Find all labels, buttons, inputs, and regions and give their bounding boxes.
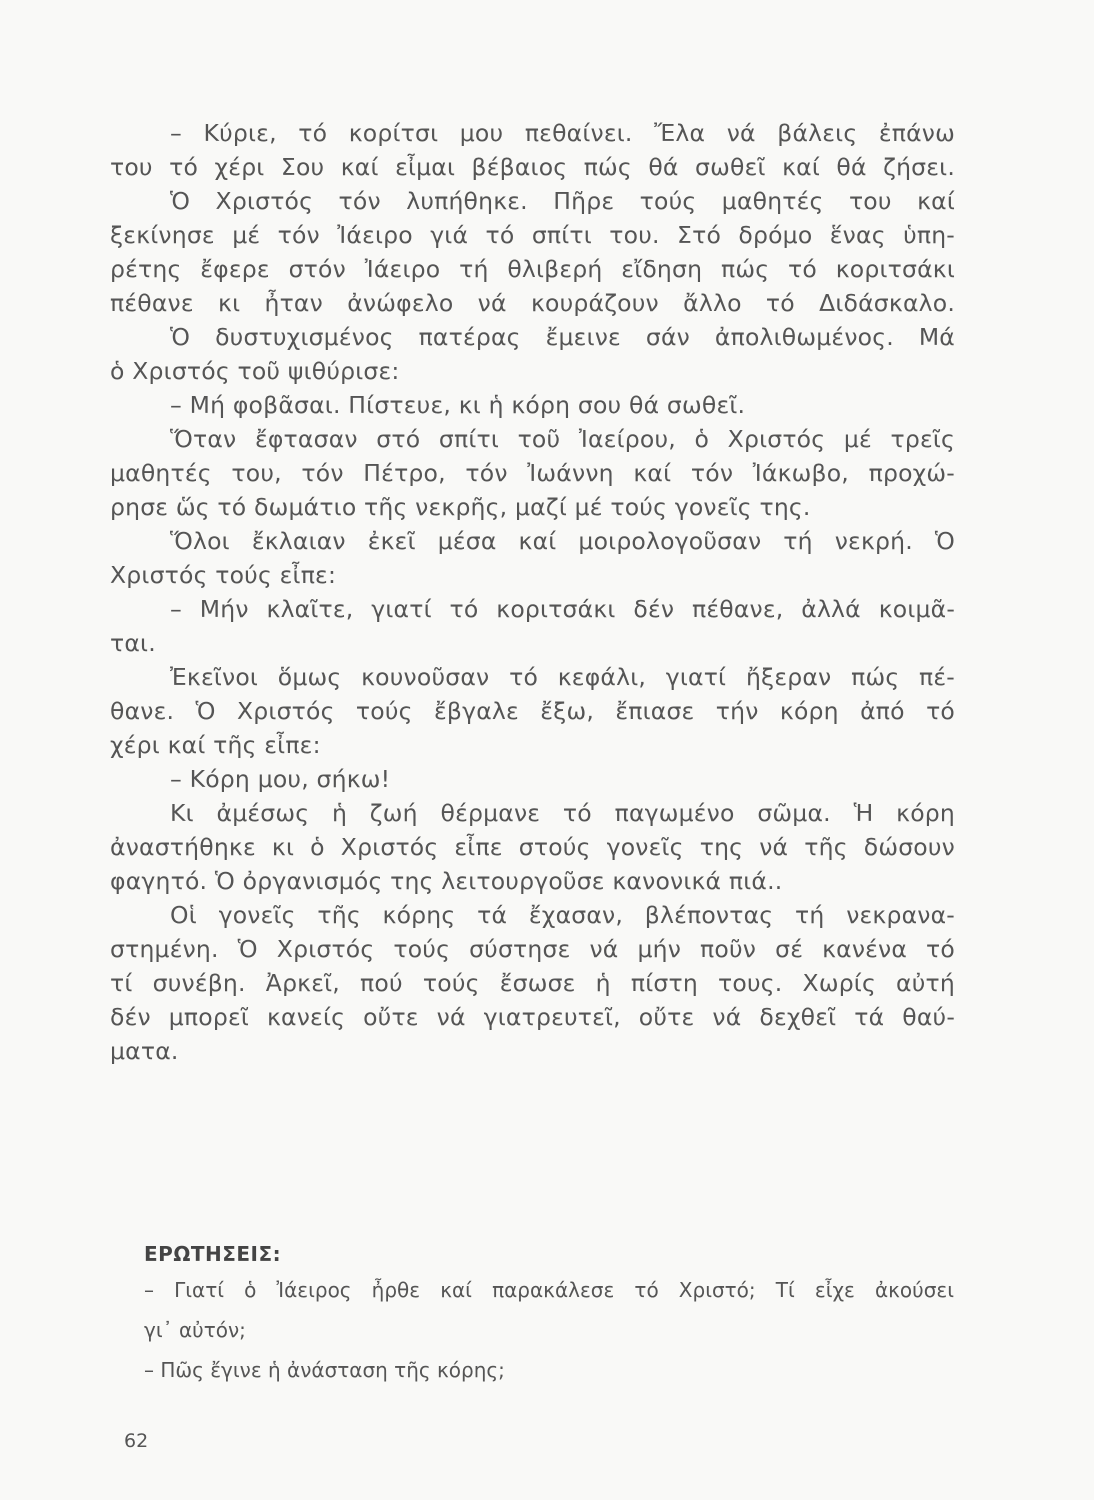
text-line: ρησε ὥς τό δωμάτιο τῆς νεκρῆς, μαζί μέ τούς γονεῖς της.: [110, 493, 811, 521]
text-line: Ὁ δυστυχισμένος πατέρας ἔμεινε σάν ἀπολιθωμένος. Μά: [170, 323, 955, 351]
text-line: χέρι καί τῆς εἶπε:: [110, 731, 321, 759]
text-line: Ὁ Χριστός τόν λυπήθηκε. Πῆρε τούς μαθητές του καί: [170, 187, 955, 215]
text-line: στημένη. Ὁ Χριστός τούς σύστησε νά μήν ποῦν σέ κανένα τό: [110, 935, 955, 963]
text-line: – Μήν κλαῖτε, γιατί τό κοριτσάκι δέν πέθανε, ἀλλά κοιμᾶ-: [170, 595, 955, 623]
text-line: – Κύριε, τό κορίτσι μου πεθαίνει. Ἔλα νά βάλεις ἐπάνω: [170, 119, 955, 147]
questions-title: ΕΡΩΤΗΣΕΙΣ:: [144, 1242, 282, 1266]
text-line: – Μή φοβᾶσαι. Πίστευε, κι ἡ κόρη σου θά σωθεῖ.: [170, 391, 746, 419]
page-number: 62: [124, 1430, 149, 1452]
text-line: δέν μπορεῖ κανείς οὔτε νά γιατρευτεῖ, οὔτε νά δεχθεῖ τά θαύ-: [110, 1003, 955, 1031]
text-line: Οἱ γονεῖς τῆς κόρης τά ἔχασαν, βλέποντας τή νεκρανα-: [170, 901, 955, 929]
text-line: ται.: [110, 629, 156, 657]
text-line: Χριστός τούς εἶπε:: [110, 561, 337, 589]
question-line: – Γιατί ὁ Ἰάειρος ἦρθε καί παρακάλεσε τό Χριστό; Τί εἶχε ἀκούσει: [144, 1278, 954, 1302]
questions-section: [144, 1238, 954, 1390]
text-line: τί συνέβη. Ἀρκεῖ, πού τούς ἔσωσε ἡ πίστη τους. Χωρίς αὐτή: [110, 969, 955, 997]
text-line: του τό χέρι Σου καί εἶμαι βέβαιος πώς θά σωθεῖ καί θά ζήσει.: [110, 153, 955, 181]
text-line: Ὅταν ἔφτασαν στό σπίτι τοῦ Ἰαείρου, ὁ Χριστός μέ τρεῖς: [170, 425, 955, 453]
text-line: Κι ἀμέσως ἡ ζωή θέρμανε τό παγωμένο σῶμα. Ἡ κόρη: [170, 799, 955, 827]
text-line: θανε. Ὁ Χριστός τούς ἔβγαλε ἔξω, ἔπιασε τήν κόρη ἀπό τό: [110, 697, 955, 725]
text-line: Ὅλοι ἔκλαιαν ἐκεῖ μέσα καί μοιρολογοῦσαν τή νεκρή. Ὁ: [170, 527, 955, 555]
text-line: ἀναστήθηκε κι ὁ Χριστός εἶπε στούς γονεῖς της νά τῆς δώσουν: [110, 833, 955, 861]
text-line: πέθανε κι ἦταν ἀνώφελο νά κουράζουν ἄλλο τό Διδάσκαλο.: [110, 289, 955, 317]
question-line: – Πῶς ἔγινε ἡ ἀνάσταση τῆς κόρης;: [144, 1358, 505, 1382]
text-line: ματα.: [110, 1037, 179, 1065]
story-text: [110, 116, 955, 1068]
text-line: ρέτης ἔφερε στόν Ἰάειρο τή θλιβερή εἴδηση πώς τό κοριτσάκι: [110, 255, 955, 283]
text-line: φαγητό. Ὁ ὀργανισμός της λειτουργοῦσε κανονικά πιά..: [110, 867, 783, 895]
text-line: Ἐκεῖνοι ὅμως κουνοῦσαν τό κεφάλι, γιατί ἤξεραν πώς πέ-: [170, 663, 955, 691]
text-line: ὁ Χριστός τοῦ ψιθύρισε:: [110, 357, 400, 385]
text-line: ξεκίνησε μέ τόν Ἰάειρο γιά τό σπίτι του. Στό δρόμο ἕνας ὑπη-: [110, 221, 955, 249]
text-line: – Κόρη μου, σήκω!: [170, 765, 391, 793]
question-line: γι᾽ αὐτόν;: [144, 1318, 246, 1342]
text-line: μαθητές του, τόν Πέτρο, τόν Ἰωάννη καί τόν Ἰάκωβο, προχώ-: [110, 459, 955, 487]
